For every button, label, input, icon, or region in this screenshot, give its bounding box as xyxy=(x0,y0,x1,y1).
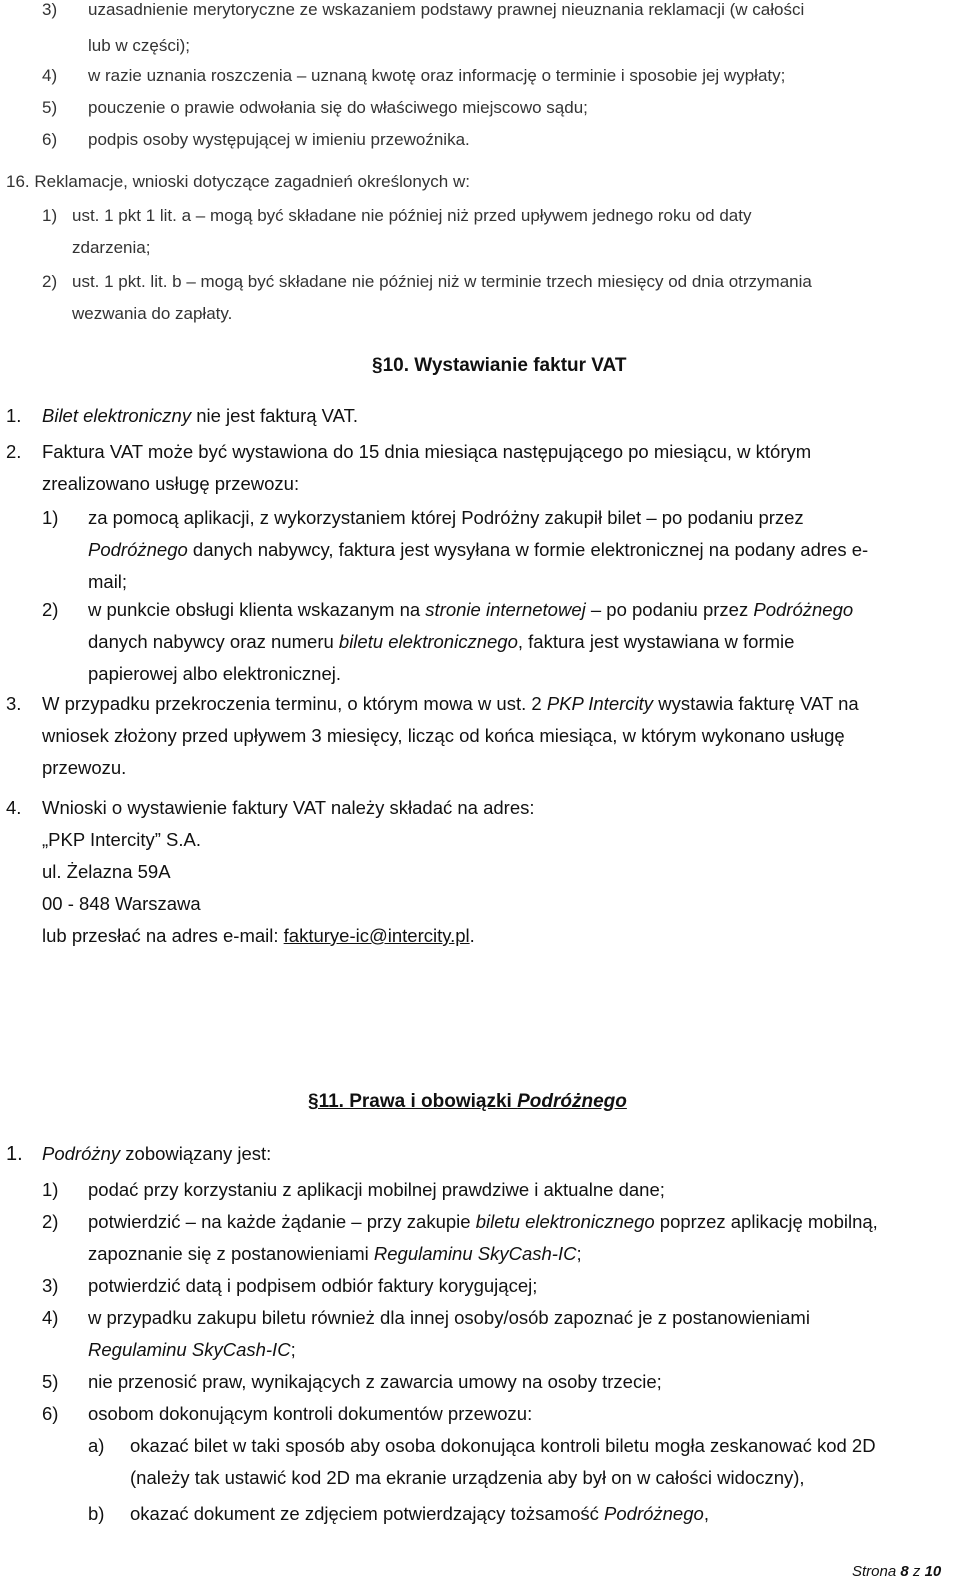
list-number: 4) xyxy=(42,1307,59,1328)
list-item-text: pouczenie o prawie odwołania się do właściwego miejscowo sądu; xyxy=(88,98,588,117)
paragraph: wniosek złożony przed upływem 3 miesięcy, licząc od końca miesiąca, w którym wykonano usługę xyxy=(42,725,845,746)
paragraph: Podróżny zobowiązany jest: xyxy=(42,1143,272,1164)
paragraph: W przypadku przekroczenia terminu, o którym mowa w ust. 2 PKP Intercity wystawia fakturę VAT na xyxy=(42,693,859,714)
list-number: 4. xyxy=(6,797,22,818)
list-item-text: w razie uznania roszczenia – uznaną kwotę oraz informację o terminie i sposobie jej wypłaty; xyxy=(88,66,786,85)
paragraph: przewozu. xyxy=(42,757,127,778)
list-item-text: osobom dokonującym kontroli dokumentów przewozu: xyxy=(88,1403,533,1424)
list-item-text: danych nabywcy oraz numeru biletu elektronicznego, faktura jest wystawiana w formie xyxy=(88,631,795,652)
list-item-text: zapoznanie się z postanowieniami Regulaminu SkyCash-IC; xyxy=(88,1243,582,1264)
list-number: 3) xyxy=(42,1275,59,1296)
paragraph: zrealizowano usługę przewozu: xyxy=(42,473,300,494)
address-line: ul. Żelazna 59A xyxy=(42,861,171,882)
email-link[interactable]: fakturye-ic@intercity.pl xyxy=(283,925,470,946)
list-item-text: potwierdzić datą i podpisem odbiór faktury korygującej; xyxy=(88,1275,538,1296)
list-number: 1) xyxy=(42,1179,59,1200)
list-number: 2) xyxy=(42,272,58,291)
paragraph: Bilet elektroniczny nie jest fakturą VAT. xyxy=(42,405,359,426)
list-item-text: ust. 1 pkt 1 lit. a – mogą być składane nie później niż przed upływem jednego roku od daty xyxy=(72,206,752,225)
list-item-text: okazać dokument ze zdjęciem potwierdzający tożsamość Podróżnego, xyxy=(130,1503,709,1524)
list-number: 4) xyxy=(42,66,58,85)
list-number: 1. xyxy=(6,405,22,426)
list-item-text: nie przenosić praw, wynikających z zawarcia umowy na osoby trzecie; xyxy=(88,1371,662,1392)
list-number: 2) xyxy=(42,599,59,620)
page-number: Strona 8 z 10 xyxy=(852,1563,942,1580)
address-line: „PKP Intercity” S.A. xyxy=(42,829,202,850)
list-item-text: wezwania do zapłaty. xyxy=(72,304,233,323)
list-number: 5) xyxy=(42,98,58,117)
list-item-text: potwierdzić – na każde żądanie – przy zakupie biletu elektronicznego poprzez aplikację mobilną, xyxy=(88,1211,878,1232)
list-item-text: za pomocą aplikacji, z wykorzystaniem której Podróżny zakupił bilet – po podaniu przez xyxy=(88,507,804,528)
list-item-text: podać przy korzystaniu z aplikacji mobilnej prawdziwe i aktualne dane; xyxy=(88,1179,665,1200)
list-item-text: podpis osoby występującej w imieniu przewoźnika. xyxy=(88,130,470,149)
list-item-text: Podróżnego danych nabywcy, faktura jest wysyłana w formie elektronicznej na podany adres e- xyxy=(88,539,869,560)
paragraph: Faktura VAT może być wystawiona do 15 dnia miesiąca następującego po miesiącu, w którym xyxy=(42,441,812,462)
list-number: 1) xyxy=(42,507,59,528)
list-number: 6) xyxy=(42,130,58,149)
list-number: 2) xyxy=(42,1211,59,1232)
list-letter: b) xyxy=(88,1503,105,1524)
list-letter: a) xyxy=(88,1435,105,1456)
list-item-text: uzasadnienie merytoryczne ze wskazaniem podstawy prawnej nieuznania reklamacji (w całości xyxy=(88,0,805,19)
list-number: 1. xyxy=(6,1143,23,1165)
list-item-text: okazać bilet w taki sposób aby osoba dokonująca kontroli biletu mogła zeskanować kod 2D xyxy=(130,1435,876,1456)
list-item-text: papierowej albo elektronicznej. xyxy=(88,663,341,684)
list-number: 6) xyxy=(42,1403,59,1424)
list-number: 2. xyxy=(6,441,22,462)
list-item-text: mail; xyxy=(88,571,128,592)
list-item-text: ust. 1 pkt. lit. b – mogą być składane nie później niż w terminie trzech miesięcy od dnia otrzymania xyxy=(72,272,812,291)
list-item-text: zdarzenia; xyxy=(72,238,151,257)
list-item-text: w przypadku zakupu biletu również dla innej osoby/osób zapoznać je z postanowieniami xyxy=(88,1307,810,1328)
list-number: 3) xyxy=(42,0,58,19)
list-item-text: Regulaminu SkyCash-IC; xyxy=(88,1339,296,1360)
section-heading: §11. Prawa i obowiązki Podróżnego xyxy=(308,1091,627,1112)
list-item-text: w punkcie obsługi klienta wskazanym na stronie internetowej – po podaniu przez Podróżnego xyxy=(88,599,854,620)
list-item-text: (należy tak ustawić kod 2D ma ekranie urządzenia aby był on w całości widoczny), xyxy=(130,1467,805,1488)
list-number: 3. xyxy=(6,693,22,714)
section-heading: §10. Wystawianie faktur VAT xyxy=(372,355,627,376)
paragraph: Wnioski o wystawienie faktury VAT należy składać na adres: xyxy=(42,797,535,818)
list-item-text: lub w części); xyxy=(88,36,191,55)
list-number: 5) xyxy=(42,1371,59,1392)
address-line: 00 - 848 Warszawa xyxy=(42,893,201,914)
list-number: 1) xyxy=(42,206,58,225)
email-line: lub przesłać na adres e-mail: fakturye-ic@intercity.pl. xyxy=(42,925,475,946)
paragraph: 16. Reklamacje, wnioski dotyczące zagadnień określonych w: xyxy=(6,172,470,191)
